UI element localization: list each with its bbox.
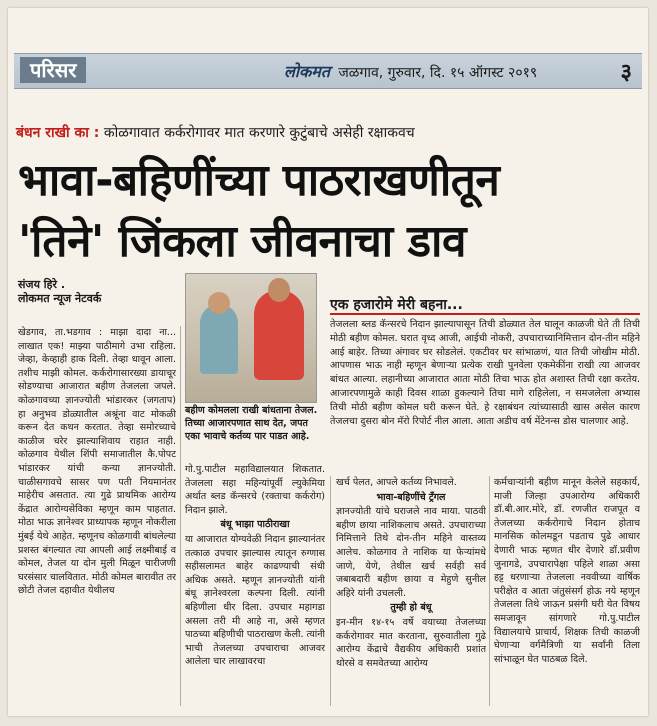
column-3-subhead-2: तुम्ही हो बंधू — [390, 602, 432, 614]
box-rule — [330, 313, 640, 315]
column-divider — [330, 476, 331, 706]
photo-caption: बहीण कोमलला राखी बांधताना तेजल. तिच्या आजारपणात साथ देत, जपत एका भावाचे कर्तव्य पार पाडत आहे. — [185, 405, 318, 442]
box-text: तेजलला ब्लड कॅन्सरचे निदान झाल्यापासून तिची डोळ्यात तेल घालून काळजी घेते ती तिची मोठी बहीण कोमल. घरात वृध्द आजी, आईची नोकरी, उपचाराच्यानिमित्तान दोन-तीन महिने आई बाहेर. तिच्या अंगावर घर सोडलेलं. एकटीवर घर सांभाळणं, यात तिची जोखीम मोठी. आपणास भाऊ नाही म्हणून बेणाऱ्या प्रत्येक राखी पुनवेला एकमेकींना राखी त्या आजवर बांधत आल्या. लहानीच्या आजारात आता मोठी तिचा भाऊ होत अशास्त तिची रक्षा करतेय. आजारपणामुळे काही दिवस शाळा हुकल्याने तिचा मागे राहिलेला, न समजलेला अभ्यास तिची मोठी बहीण कोमल घरी करून घेते. हे रक्षाबंधन त्यांच्यासाठी खास असेल कारण तेजलचा दुसरा बोन मॅरो रिपोर्ट नील आला. आता अडीच वर्ष मेंटेनन्स डोस चालणार आहे. — [330, 319, 640, 427]
column-divider — [180, 326, 181, 706]
column-3-rest-1: ज्ञानज्योती यांचे घराजले नाव माया. पाठवी बहीण छाया नाशिकलाच असते. उपचाराच्या निमित्ताने तिथे दोन-तीन महिने वास्तव्य आलेच. कोळगाव ते नाशिक या फेऱ्यांमधे जाणे, येणे, तेथील खर्च सर्वही सर्व जबाबदारी बहीण छाया व मेहुणे सुनील अहिरे यांनी उचलली. — [336, 506, 486, 599]
photo-figure-right — [254, 290, 304, 380]
column-2-subhead: बंधू भाझा पाठीराखा — [220, 519, 290, 531]
column-2 — [185, 463, 325, 706]
photo-face-left — [208, 292, 230, 314]
headline-line-2: 'तिने' जिंकला जीवनाचा डाव — [18, 216, 466, 267]
column-2-text: गो.पु.पाटील महाविद्यालयात शिकतात. तेजलला सहा महिन्यांपूर्वी ल्युकेमिया अर्थात ब्लड कॅन्सरचे (रक्ताचा कर्करोग) निदान झाले. — [185, 464, 325, 516]
masthead — [284, 60, 537, 82]
kicker-label: बंधन राखी का : — [16, 125, 100, 141]
section-tag: परिसर — [20, 57, 86, 83]
author: संजय हिरे . — [18, 278, 66, 291]
news-photo — [185, 273, 317, 403]
byline — [18, 278, 101, 306]
photo-face-right — [268, 278, 290, 302]
column-3 — [336, 476, 486, 706]
newspaper-logo: लोकमत — [284, 62, 330, 81]
column-3-subhead-1: भावा-बहिणींचे ट्रँगल — [376, 491, 446, 503]
page-number: ३ — [620, 60, 632, 85]
kicker — [16, 123, 415, 142]
dateline: जळगाव, गुरुवार, दि. १५ ऑगस्ट २०१९ — [338, 65, 538, 81]
column-2-rest: या आजारात योग्यवेळी निदान झाल्यानंतर तत्काळ उपचार झाल्यास त्यातून रुग्णास सहीसलामत बाहेर काढण्याची संधी अधिक असते. म्हणून ज्ञानज्योती यांनी बंधू ज्ञानेश्वरला कल्पना दिली. त्यांनी बहिणीला धीर दिला. उपचार महागडा असला तरी मी आहे ना, असे म्हणत पाठच्या बहिणीची पाठराखण केली. त्यांनी भाची तेजलच्या उपचाराचा आजवर आलेला चार लाखावरचा — [185, 533, 325, 668]
kicker-text: कोळगावात कर्करोगावर मात करणारे कुटुंबाचे असेही रक्षाकवच — [103, 125, 415, 141]
newspaper-page — [8, 8, 648, 716]
column-1: खेडगाव, ता.भडगाव : माझा दादा ना... लाखात एक! माझ्या पाठीमागे उभा राहिला. जेव्हा, केव्हाही हाक दिली. तेव्हा धावून आला. तशीच माझी कोमल. कर्करोगासारख्या डायाचूर सोडण्याचा आजारात बहीण तेजलला जपले. कोळगावच्या ज्ञानज्योती भांडारकर (जगताप) हा अनुभव डोळ्यातील अश्रूंना वाट मोकळी करून देत कथन करतात. तेव्हा समोरच्याचे काळीज चरेर झाल्याशिवाय राहात नाही. कोळगाव येथील शिंपी समाजातील कै.पोपट भांडारकर यांची कन्या ज्ञानज्योती. चाळीसगावचे सासर पण पती नियमानंतर माहेरीच असतात. त्या गुढे प्राथमिक आरोग्य केंद्रात आरोग्यसेविका म्हणून काम पाहतात. मोठा भाऊ ज्ञानेश्वर प्राध्यापक म्हणून नोकरीला मुंबई येथे आहेत. म्हणूनच कोळगावी बांधलेल्या प्रशस्त बंगल्यात त्या आपली आई लक्ष्मीबाई व कोमल, तेजल या दोन मुली मिळून चारीजणी घरसंसार चालवितात. मोठी कोमल बारावीत तर छोटी तेजल दहावीत येथीलच — [18, 327, 176, 597]
column-3-rest-2: इन-मीन १४-१५ वर्षे वयाच्या तेजलच्या कर्करोगावर मात करताना, सुरुवातीला गुढे आरोग्य केंद्राचे वैद्यकीय अधिकारी प्रशांत थोरसे व समवेतच्या आरोग्य — [336, 616, 486, 669]
column-divider — [489, 476, 490, 706]
page-header-bar — [14, 53, 642, 89]
photo-figure-left — [200, 304, 238, 374]
column-3-text: खर्च पेलत, आपले कर्तव्य निभावले. — [336, 477, 457, 488]
column-4: कर्मचाऱ्यांनी बहीण मानून केलेले सहकार्य, माजी जिल्हा उपआरोग्य अधिकारी डॉ.बी.आर.मोरे, डॉ. रणजीत राजपूत व तेजलच्या कर्करोगाचे निदान होताच मानसिक कोलमडून पडताच पुढे आधार देणारी भाऊ म्हणत धीर देणारे डॉ.प्रवीण जुनागडे, उपचारापेक्षा पहिले शाळा असा हट्ट धरणाऱ्या तेजलला नववीच्या वार्षिक परीक्षेत व आता जंतुसंसर्ग होऊ नये म्हणून तेजलला तिथे जाऊन प्रसंगी घरी येत विषय समजावून सांगणारे गो.पु.पाटील विद्यालयाचे प्राचार्य, शिक्षक तिची काळजी घेणाऱ्या वर्गमैत्रिणी या सर्वांनी तिला सांभाळून घेत पाठबळ दिले. — [494, 477, 640, 665]
agency: लोकमत न्यूज नेटवर्क — [18, 292, 102, 305]
headline-line-1: भावा-बहिणींच्या पाठराखणीतून — [18, 155, 500, 206]
box-title: एक हजारोमे मेरी बहना... — [330, 297, 463, 313]
